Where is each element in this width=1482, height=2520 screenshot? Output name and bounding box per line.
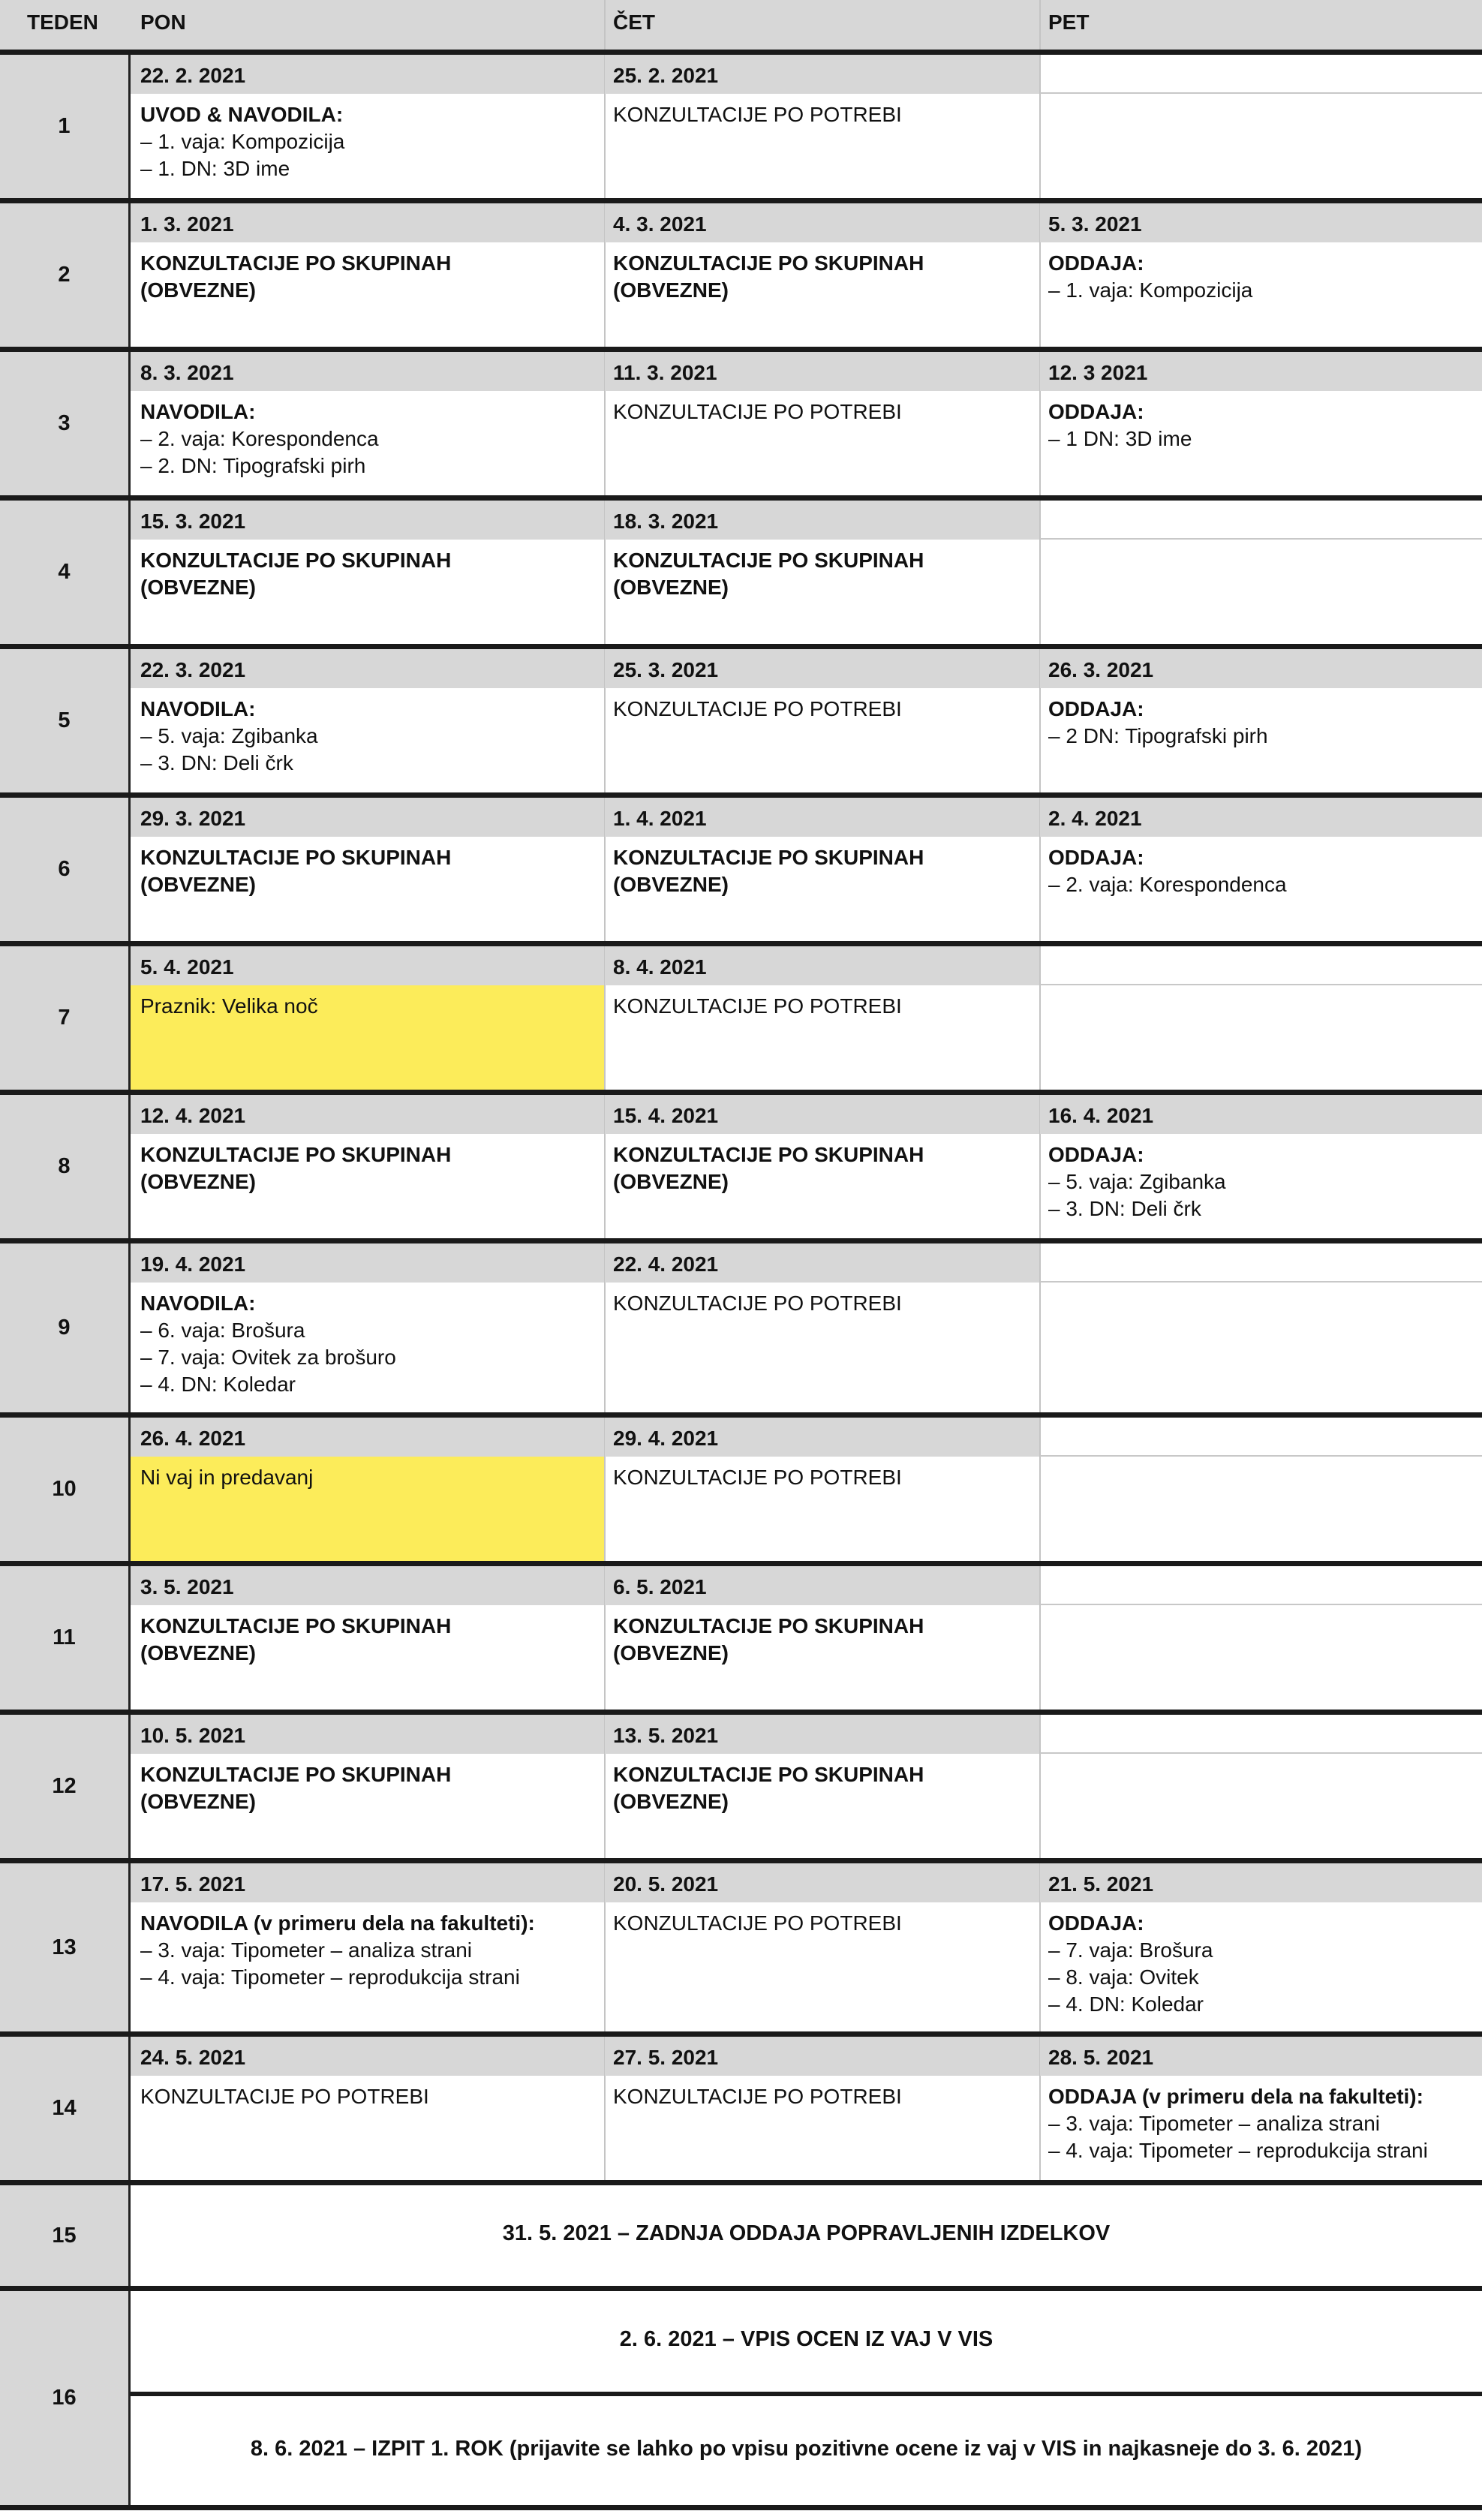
cell-line: (OBVEZNE) (140, 576, 256, 599)
pet-date: 26. 3. 2021 (1048, 658, 1154, 681)
empty-date-rule (1040, 538, 1482, 540)
column-divider (1039, 55, 1041, 198)
cet-cell-content (613, 1141, 924, 1195)
pon-cell-content (140, 1910, 535, 1991)
cell-line: (OBVEZNE) (613, 1790, 729, 1813)
cell-line: (OBVEZNE) (613, 576, 729, 599)
pet-cell-content (1048, 1141, 1226, 1222)
cell-line: – 4. vaja: Tipometer – reprodukcija strani (1048, 2139, 1428, 2162)
cell-line: KONZULTACIJE PO POTREBI (613, 2085, 902, 2108)
cell-line: – 8. vaja: Ovitek (1048, 1965, 1199, 1989)
cell-line: KONZULTACIJE PO POTREBI (613, 103, 902, 126)
cell-line: – 2. DN: Tipografski pirh (140, 454, 366, 477)
header-divider (1039, 0, 1041, 50)
cell-line: – 4. vaja: Tipometer – reprodukcija strani (140, 1965, 520, 1989)
pon-date: 3. 5. 2021 (140, 1575, 234, 1598)
cell-title: ODDAJA: (1048, 846, 1144, 869)
cell-title: ODDAJA: (1048, 697, 1144, 720)
cet-cell-content (613, 1613, 924, 1667)
row-separator (0, 1561, 1482, 1566)
grades-entry-banner: 2. 6. 2021 – VPIS OCEN IZ VAJ V VIS (619, 2327, 994, 2351)
row-separator (0, 495, 1482, 501)
row-separator (0, 941, 1482, 946)
pon-date: 1. 3. 2021 (140, 212, 234, 236)
cell-title: ODDAJA: (1048, 1911, 1144, 1935)
pon-date: 17. 5. 2021 (140, 1872, 246, 1896)
week-number: 1 (0, 55, 128, 198)
pon-cell-content (140, 993, 318, 1020)
cet-cell-content (613, 2083, 902, 2110)
row-separator (0, 2031, 1482, 2037)
cell-line: – 5. vaja: Zgibanka (140, 724, 318, 747)
pet-cell-content (1048, 2083, 1428, 2164)
empty-date-rule (1040, 1752, 1482, 1754)
cell-title: KONZULTACIJE PO SKUPINAH (140, 1763, 452, 1786)
empty-date-rule (1040, 1281, 1482, 1283)
table-bottom-rule (0, 2505, 1482, 2510)
row-separator (0, 50, 1482, 55)
cell-line: (OBVEZNE) (140, 1790, 256, 1813)
header-week: TEDEN (27, 11, 98, 34)
cet-cell-content (613, 547, 924, 601)
cet-date: 13. 5. 2021 (613, 1724, 719, 1747)
pet-cell-content (1048, 1910, 1213, 2018)
cell-title: ODDAJA (v primeru dela na fakulteti): (1048, 2085, 1423, 2108)
cell-line: – 7. vaja: Brošura (1048, 1938, 1213, 1962)
pet-cell-content (1048, 398, 1192, 453)
cell-title: ODDAJA: (1048, 400, 1144, 423)
cet-date: 22. 4. 2021 (613, 1252, 719, 1276)
cet-cell-content (613, 1290, 902, 1317)
cell-title: KONZULTACIJE PO SKUPINAH (613, 251, 924, 275)
cell-line: KONZULTACIJE PO POTREBI (613, 1911, 902, 1935)
cell-line: – 4. DN: Koledar (140, 1373, 296, 1396)
cell-line: (OBVEZNE) (140, 1641, 256, 1664)
cell-line: KONZULTACIJE PO POTREBI (613, 697, 902, 720)
cet-cell-content (613, 1761, 924, 1815)
cell-title: KONZULTACIJE PO SKUPINAH (613, 549, 924, 572)
cell-line: Ni vaj in predavanj (140, 1466, 314, 1489)
pet-date: 21. 5. 2021 (1048, 1872, 1154, 1896)
cet-date: 8. 4. 2021 (613, 955, 707, 979)
week-number: 11 (0, 1566, 128, 1710)
week-number: 2 (0, 203, 128, 347)
cet-date: 25. 3. 2021 (613, 658, 719, 681)
cet-date: 20. 5. 2021 (613, 1872, 719, 1896)
cell-title: NAVODILA: (140, 697, 256, 720)
cell-line: – 6. vaja: Brošura (140, 1319, 305, 1342)
pet-cell-content (1048, 844, 1287, 898)
cet-date: 25. 2. 2021 (613, 64, 719, 87)
table-header (0, 0, 1482, 50)
pon-cell-content (140, 250, 451, 304)
pet-date: 2. 4. 2021 (1048, 807, 1142, 830)
cet-cell-content (613, 398, 902, 426)
row-separator (0, 2180, 1482, 2185)
cell-line: (OBVEZNE) (613, 873, 729, 896)
week-column-divider (128, 2291, 131, 2505)
pon-date: 15. 3. 2021 (140, 510, 246, 533)
cet-cell-content (613, 250, 924, 304)
pon-cell-content (140, 547, 451, 601)
pon-cell-content (140, 398, 379, 480)
cet-cell-content (613, 844, 924, 898)
column-divider (1039, 1566, 1041, 1710)
row-separator (0, 1238, 1482, 1243)
cet-date: 1. 4. 2021 (613, 807, 707, 830)
exam-banner: 8. 6. 2021 – IZPIT 1. ROK (prijavite se lahko po vpisu pozitivne ocene iz vaj v VIS in najkasneje do 3. 6. 2021) (250, 2437, 1363, 2461)
cell-line: (OBVEZNE) (613, 1641, 729, 1664)
week-number: 6 (0, 798, 128, 941)
row-separator (0, 1090, 1482, 1095)
cell-title: KONZULTACIJE PO SKUPINAH (140, 846, 452, 869)
column-divider (1039, 1243, 1041, 1412)
row-separator (0, 2286, 1482, 2291)
cell-line: – 3. vaja: Tipometer – analiza strani (140, 1938, 473, 1962)
pet-cell-content (1048, 250, 1252, 304)
pon-cell-content (140, 696, 318, 777)
week-number: 5 (0, 649, 128, 792)
cet-cell-content (613, 1910, 902, 1937)
empty-date-rule (1040, 1455, 1482, 1457)
cell-line: – 2. vaja: Korespondenca (1048, 873, 1287, 896)
cell-title: NAVODILA: (140, 400, 256, 423)
cell-title: KONZULTACIJE PO SKUPINAH (140, 1614, 452, 1637)
row-separator (0, 1412, 1482, 1418)
pon-cell-content (140, 1613, 451, 1667)
cell-line: – 1. vaja: Kompozicija (1048, 278, 1253, 302)
cet-cell-content (613, 993, 902, 1020)
row-separator (131, 2392, 1482, 2396)
pon-date: 10. 5. 2021 (140, 1724, 246, 1747)
pet-date: 16. 4. 2021 (1048, 1104, 1154, 1127)
cell-line: – 3. DN: Deli črk (140, 751, 293, 774)
week-number: 14 (0, 2037, 128, 2180)
cell-line: KONZULTACIJE PO POTREBI (613, 1466, 902, 1489)
pon-date: 24. 5. 2021 (140, 2046, 246, 2069)
pon-cell-content (140, 1761, 451, 1815)
row-separator (0, 792, 1482, 798)
cell-line: KONZULTACIJE PO POTREBI (613, 994, 902, 1018)
cell-title: KONZULTACIJE PO SKUPINAH (613, 1143, 924, 1166)
column-divider (1039, 1715, 1041, 1858)
cet-cell-content (613, 696, 902, 723)
week-number: 12 (0, 1715, 128, 1858)
week-number: 4 (0, 501, 128, 644)
cell-line: (OBVEZNE) (613, 278, 729, 302)
pon-cell-content (140, 1290, 396, 1398)
cet-date: 27. 5. 2021 (613, 2046, 719, 2069)
cet-date: 6. 5. 2021 (613, 1575, 707, 1598)
header-friday: PET (1048, 11, 1090, 34)
cet-date: 29. 4. 2021 (613, 1427, 719, 1450)
pon-cell-content (140, 1464, 313, 1491)
cell-line: – 1 DN: 3D ime (1048, 427, 1192, 450)
cell-line: – 5. vaja: Zgibanka (1048, 1170, 1226, 1193)
cell-title: UVOD & NAVODILA: (140, 103, 344, 126)
cell-title: KONZULTACIJE PO SKUPINAH (140, 251, 452, 275)
pon-cell-content (140, 101, 344, 182)
cell-line: Praznik: Velika noč (140, 994, 318, 1018)
cell-line: (OBVEZNE) (140, 873, 256, 896)
header-divider (604, 0, 606, 50)
cell-title: ODDAJA: (1048, 1143, 1144, 1166)
week-number: 3 (0, 352, 128, 495)
column-divider (1039, 946, 1041, 1090)
final-submission-banner: 31. 5. 2021 – ZADNJA ODDAJA POPRAVLJENIH IZDELKOV (502, 2221, 1111, 2245)
cell-line: – 7. vaja: Ovitek za brošuro (140, 1346, 396, 1369)
cell-line: KONZULTACIJE PO POTREBI (613, 1292, 902, 1315)
cell-line: KONZULTACIJE PO POTREBI (613, 400, 902, 423)
week-number: 9 (0, 1243, 128, 1412)
pet-date: 12. 3 2021 (1048, 361, 1148, 384)
header-thursday: ČET (613, 11, 655, 34)
cell-line: – 3. vaja: Tipometer – analiza strani (1048, 2112, 1381, 2135)
pet-date: 28. 5. 2021 (1048, 2046, 1154, 2069)
cell-line: – 2. vaja: Korespondenca (140, 427, 379, 450)
cell-line: (OBVEZNE) (613, 1170, 729, 1193)
cell-title: KONZULTACIJE PO SKUPINAH (613, 1763, 924, 1786)
week-number: 13 (0, 1863, 128, 2031)
pet-cell-content (1048, 696, 1268, 750)
cet-date: 4. 3. 2021 (613, 212, 707, 236)
empty-date-rule (1040, 92, 1482, 94)
pon-date: 29. 3. 2021 (140, 807, 246, 830)
cell-title: KONZULTACIJE PO SKUPINAH (140, 549, 452, 572)
column-divider (1039, 1418, 1041, 1561)
cell-line: – 1. vaja: Kompozicija (140, 130, 345, 153)
cell-line: – 1. DN: 3D ime (140, 157, 290, 180)
cell-title: KONZULTACIJE PO SKUPINAH (613, 846, 924, 869)
week-number: 7 (0, 946, 128, 1090)
week-number: 15 (0, 2185, 128, 2286)
pon-cell-content (140, 1141, 451, 1195)
cet-cell-content (613, 101, 902, 128)
row-separator (0, 347, 1482, 352)
pon-cell-content (140, 2083, 429, 2110)
pon-date: 26. 4. 2021 (140, 1427, 246, 1450)
cell-line: – 2 DN: Tipografski pirh (1048, 724, 1268, 747)
pon-date: 22. 3. 2021 (140, 658, 246, 681)
pon-date: 5. 4. 2021 (140, 955, 234, 979)
cet-cell-content (613, 1464, 902, 1491)
column-divider (1039, 501, 1041, 644)
row-separator (0, 644, 1482, 649)
cell-line: – 3. DN: Deli črk (1048, 1197, 1201, 1220)
pet-date: 5. 3. 2021 (1048, 212, 1142, 236)
week-number: 8 (0, 1095, 128, 1238)
pon-date: 8. 3. 2021 (140, 361, 234, 384)
cell-line: – 4. DN: Koledar (1048, 1992, 1204, 2016)
empty-date-rule (1040, 984, 1482, 985)
row-separator (0, 1710, 1482, 1715)
pon-date: 19. 4. 2021 (140, 1252, 246, 1276)
cell-title: KONZULTACIJE PO SKUPINAH (140, 1143, 452, 1166)
cell-line: (OBVEZNE) (140, 1170, 256, 1193)
row-separator (0, 1858, 1482, 1863)
pon-cell-content (140, 844, 451, 898)
week-number: 16 (0, 2291, 128, 2505)
cet-date: 11. 3. 2021 (613, 361, 717, 384)
cell-title: ODDAJA: (1048, 251, 1144, 275)
cell-line: KONZULTACIJE PO POTREBI (140, 2085, 429, 2108)
cell-line: (OBVEZNE) (140, 278, 256, 302)
empty-date-rule (1040, 1604, 1482, 1605)
pon-date: 12. 4. 2021 (140, 1104, 246, 1127)
cell-title: KONZULTACIJE PO SKUPINAH (613, 1614, 924, 1637)
cet-date: 18. 3. 2021 (613, 510, 719, 533)
cell-title: NAVODILA (v primeru dela na fakulteti): (140, 1911, 535, 1935)
week-number: 10 (0, 1418, 128, 1561)
cet-date: 15. 4. 2021 (613, 1104, 719, 1127)
header-monday: PON (140, 11, 186, 34)
pon-date: 22. 2. 2021 (140, 64, 246, 87)
cell-title: NAVODILA: (140, 1292, 256, 1315)
row-separator (0, 198, 1482, 203)
